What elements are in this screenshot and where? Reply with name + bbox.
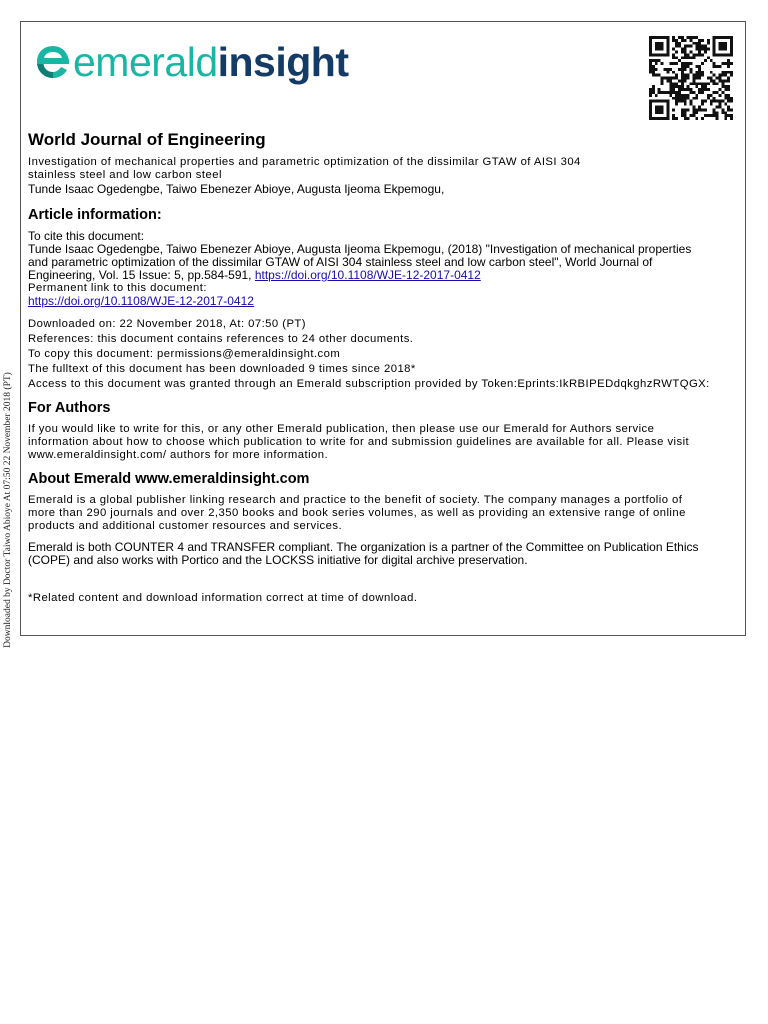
article-information-heading: Article information: xyxy=(28,207,162,223)
download-stamp-text: Downloaded by Doctor Taiwo Abioye At 07:50 22 November 2018 (PT) xyxy=(3,372,13,648)
permanent-link[interactable]: https://doi.org/10.1108/WJE-12-2017-0412 xyxy=(28,294,254,308)
about-text: products and additional customer resources and services. xyxy=(28,520,343,532)
for-authors-text: information about how to choose which publication to write for and submission guidelines are available for all. Please visit xyxy=(28,436,690,448)
access-token: Access to this document was granted through an Emerald subscription provided by Token:Eprints:IkRBIPEDdqkghzRWTQGX: xyxy=(28,378,710,390)
permanent-link-label: Permanent link to this document: xyxy=(28,282,207,294)
download-stamp xyxy=(0,355,16,665)
copy-permissions: To copy this document: permissions@emeraldinsight.com xyxy=(28,348,341,360)
for-authors-text: If you would like to write for this, or any other Emerald publication, then please use our Emerald for Authors service xyxy=(28,423,655,435)
cover-page xyxy=(20,21,746,636)
permanent-link-row xyxy=(28,295,740,308)
fulltext-downloads: The fulltext of this document has been downloaded 9 times since 2018* xyxy=(28,363,416,375)
article-authors: Tunde Isaac Ogedengbe, Taiwo Ebenezer Abioye, Augusta Ijeoma Ekpemogu, xyxy=(28,182,445,196)
emerald-logo-icon xyxy=(35,44,71,80)
logo-word-insight: insight xyxy=(217,38,349,85)
citation-line xyxy=(28,269,740,282)
for-authors-heading: For Authors xyxy=(28,400,111,416)
about-emerald-heading: About Emerald www.emeraldinsight.com xyxy=(28,471,310,487)
downloaded-on: Downloaded on: 22 November 2018, At: 07:50 (PT) xyxy=(28,318,306,330)
about-text: Emerald is both COUNTER 4 and TRANSFER compliant. The organization is a partner of the Committee on Publication Ethics xyxy=(28,540,699,554)
references-count: References: this document contains references to 24 other documents. xyxy=(28,333,414,345)
citation-text: Engineering, Vol. 15 Issue: 5, pp.584-591, xyxy=(28,268,252,282)
for-authors-text: www.emeraldinsight.com/ authors for more information. xyxy=(28,449,329,461)
article-title-line: Investigation of mechanical properties and parametric optimization of the dissimilar GTAW of AISI 304 xyxy=(28,156,581,168)
article-info-content xyxy=(28,130,740,605)
citation-doi-link[interactable]: https://doi.org/10.1108/WJE-12-2017-0412 xyxy=(254,268,481,282)
article-title-line: stainless steel and low carbon steel xyxy=(28,169,222,181)
cite-label: To cite this document: xyxy=(28,229,145,243)
footnote: *Related content and download information correct at time of download. xyxy=(28,592,418,604)
journal-title: World Journal of Engineering xyxy=(28,130,266,149)
citation-line: Tunde Isaac Ogedengbe, Taiwo Ebenezer Abioye, Augusta Ijeoma Ekpemogu, (2018) "Investigation of mechanical properties xyxy=(28,242,692,256)
logo-word-emerald: emerald xyxy=(73,38,218,85)
citation-line: and parametric optimization of the dissimilar GTAW of AISI 304 stainless steel and low carbon steel", World Journal of xyxy=(28,255,653,269)
about-text: more than 290 journals and over 2,350 books and book series volumes, as well as providing an extensive range of online xyxy=(28,507,686,519)
emerald-insight-logo xyxy=(35,40,349,84)
about-text: Emerald is a global publisher linking research and practice to the benefit of society. The company manages a portfolio of xyxy=(28,494,683,506)
qr-code-icon xyxy=(649,36,733,120)
about-text: (COPE) and also works with Portico and the LOCKSS initiative for digital archive preservation. xyxy=(28,553,528,567)
